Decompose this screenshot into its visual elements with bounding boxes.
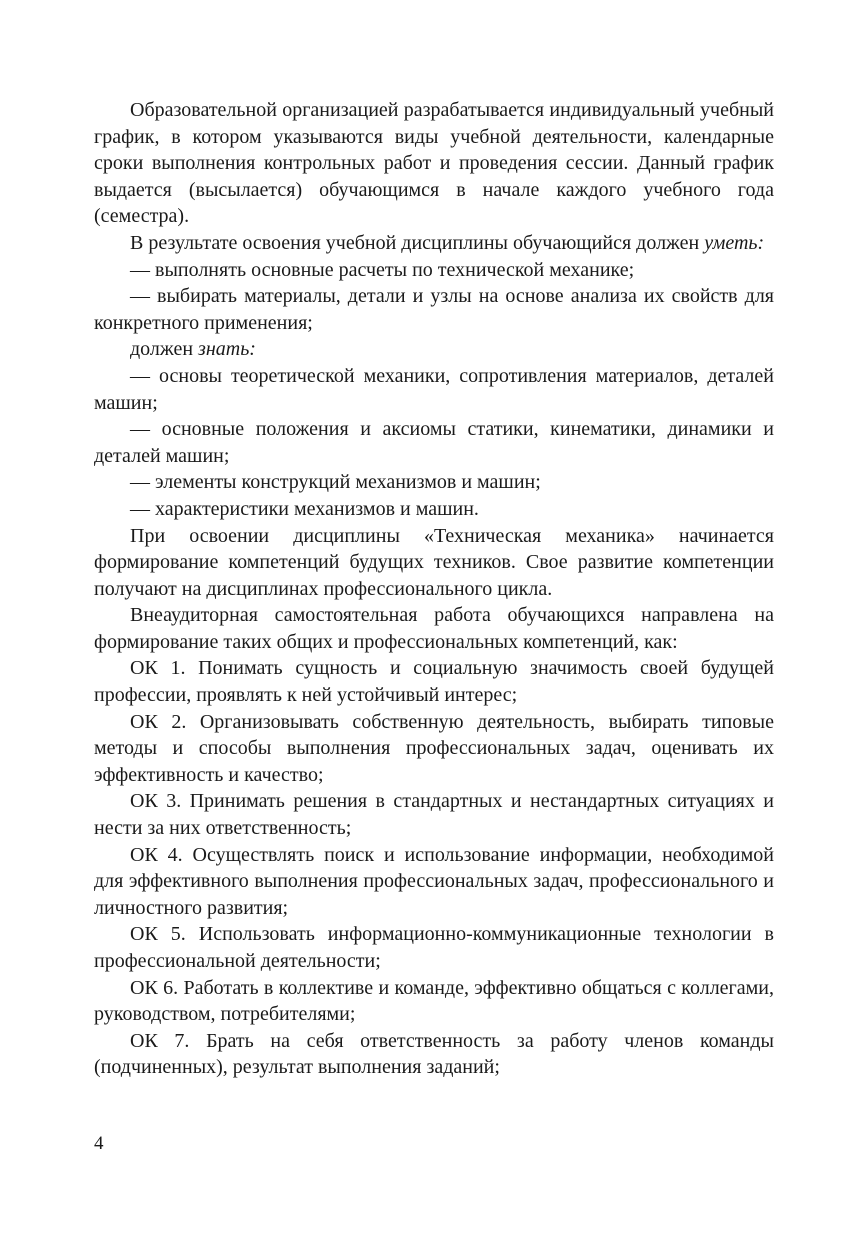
list-item-knowledge-4: — характеристики механизмов и машин. bbox=[130, 497, 479, 520]
emphasis-znat: знать: bbox=[198, 338, 256, 361]
list-item-knowledge-2: — основные положения и аксиомы статики, кинематики, динамики и деталей машин; bbox=[94, 418, 774, 467]
list-item-skill-2: — выбирать материалы, детали и узлы на основе анализа их свойств для конкретного применения; bbox=[94, 285, 774, 334]
competency-ok-7: ОК 7. Брать на себя ответственность за работу членов команды (подчиненных), результат выполнения заданий; bbox=[94, 1029, 774, 1079]
competency-ok-3: ОК 3. Принимать решения в стандартных и нестандартных ситуациях и нести за них ответственность; bbox=[94, 790, 774, 840]
list-item-knowledge-1: — основы теоретической механики, сопротивления материалов, деталей машин; bbox=[94, 364, 774, 414]
competency-ok-5: ОК 5. Использовать информационно-коммуникационные технологии в профессиональной деятельности; bbox=[94, 923, 774, 972]
paragraph-should-be-able bbox=[94, 230, 774, 257]
list-item-skill-1: — выполнять основные расчеты по технической механике; bbox=[130, 258, 635, 281]
page-body bbox=[94, 97, 774, 1081]
competency-ok-1: ОК 1. Понимать сущность и социальную значимость своей будущей профессии, проявлять к ней устойчивый интерес; bbox=[94, 657, 774, 707]
paragraph-intro: Образовательной организацией разрабатывается индивидуальный учебный график, в котором указываются виды учебной деятельности, календарные сроки выполнения контрольных работ и проведения сессии. Данный график выдается (высылается) обучающимся в начале каждого учебного года (семестра). bbox=[94, 99, 774, 228]
emphasis-umet: уметь: bbox=[704, 231, 765, 254]
competency-ok-4: ОК 4. Осуществлять поиск и использование информации, необходимой для эффективного выполнения профессиональных задач, профессионального и личностного развития; bbox=[94, 843, 774, 919]
paragraph-independent-work: Внеаудиторная самостоятельная работа обучающихся направлена на формирование таких общих и профессиональных компетенций, как: bbox=[94, 604, 774, 653]
paragraph-should-know-text: должен bbox=[130, 338, 194, 361]
paragraph-should-know bbox=[94, 336, 774, 363]
page-number: 4 bbox=[94, 1133, 104, 1154]
competency-ok-6: ОК 6. Работать в коллективе и команде, эффективно общаться с коллегами, руководством, потребителями; bbox=[94, 976, 774, 1026]
paragraph-competencies: При освоении дисциплины «Техническая механика» начинается формирование компетенций будущих техников. Свое развитие компетенции получают на дисциплинах профессионального цикла. bbox=[94, 524, 774, 600]
paragraph-should-be-able-text: В результате освоения учебной дисциплины обучающийся должен bbox=[130, 231, 700, 254]
list-item-knowledge-3: — элементы конструкций механизмов и машин; bbox=[130, 471, 541, 494]
competency-ok-2: ОК 2. Организовывать собственную деятельность, выбирать типовые методы и способы выполнения профессиональных задач, оценивать их эффективность и качество; bbox=[94, 710, 774, 786]
